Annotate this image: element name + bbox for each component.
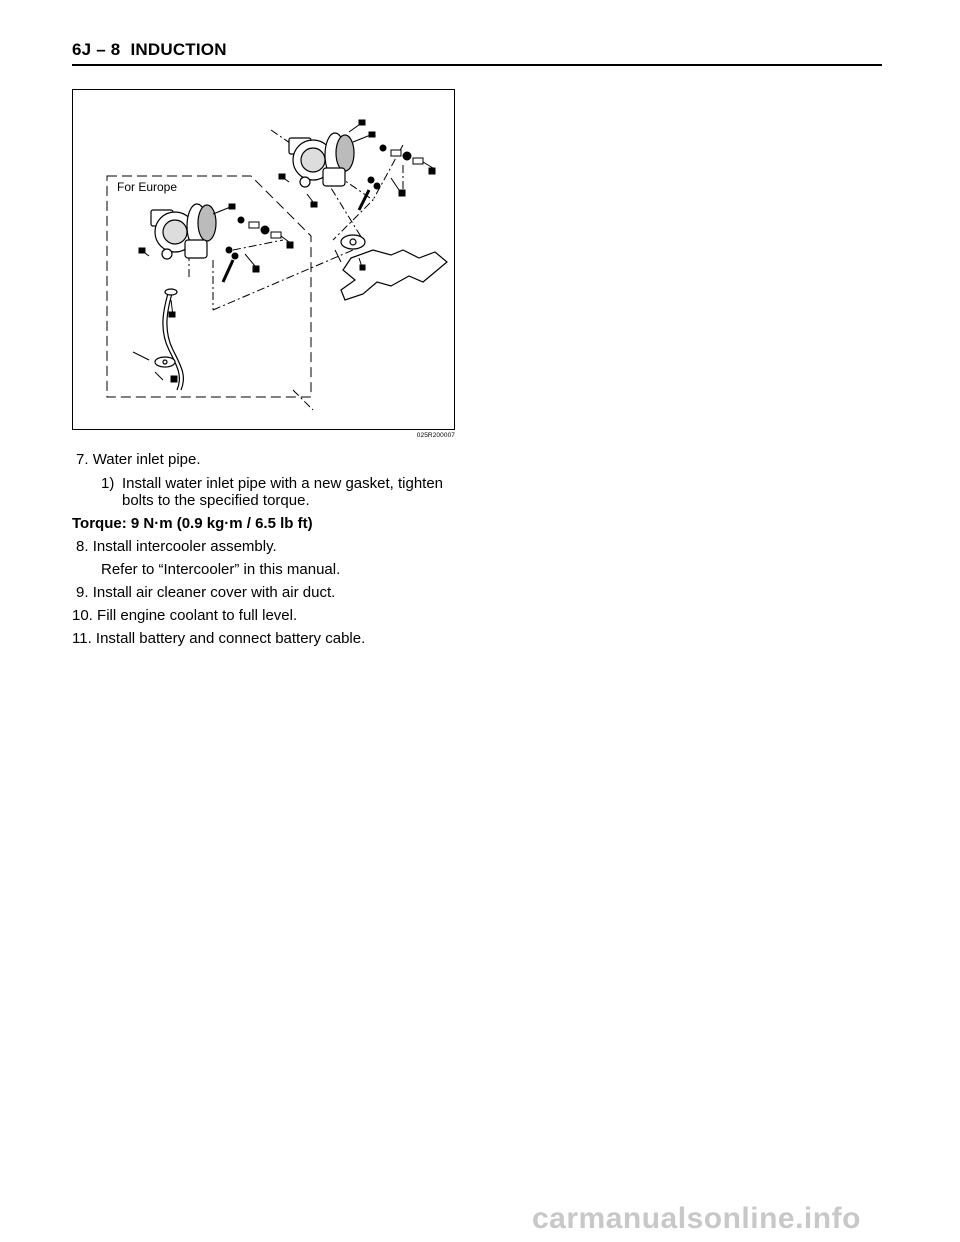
step-8-reference: Refer to “Intercooler” in this manual. (101, 561, 341, 578)
step-10 (72, 607, 297, 624)
figure-code: 025R200007 (416, 432, 455, 439)
watermark: carmanualsonline.info (532, 1202, 861, 1235)
step-number: 11. (72, 630, 92, 647)
step-text: Water inlet pipe. (92, 451, 201, 468)
step-11 (72, 630, 365, 647)
step-7-1-line2: bolts to the specified torque. (122, 492, 310, 509)
step-number: 7. (76, 451, 89, 468)
step-7-1-number: 1) (101, 475, 115, 492)
step-number: 8. (76, 538, 89, 555)
step-7 (76, 451, 201, 468)
step-text: Fill engine coolant to full level. (97, 607, 298, 624)
step-9 (76, 584, 335, 601)
section-title: INDUCTION (130, 40, 227, 59)
step-number: 10. (72, 607, 93, 624)
step-number: 9. (76, 584, 89, 601)
figure-label: For Europe (117, 180, 178, 194)
step-text: Install battery and connect battery cable. (95, 630, 366, 647)
step-7-1-line1: Install water inlet pipe with a new gasket, tighten (122, 475, 444, 492)
section-number: 6J – 8 (72, 40, 121, 59)
step-text: Install air cleaner cover with air duct. (92, 584, 336, 601)
step-8 (76, 538, 277, 555)
torque-spec: Torque: 9 N·m (0.9 kg·m / 6.5 lb ft) (72, 515, 313, 532)
step-text: Install intercooler assembly. (92, 538, 277, 555)
